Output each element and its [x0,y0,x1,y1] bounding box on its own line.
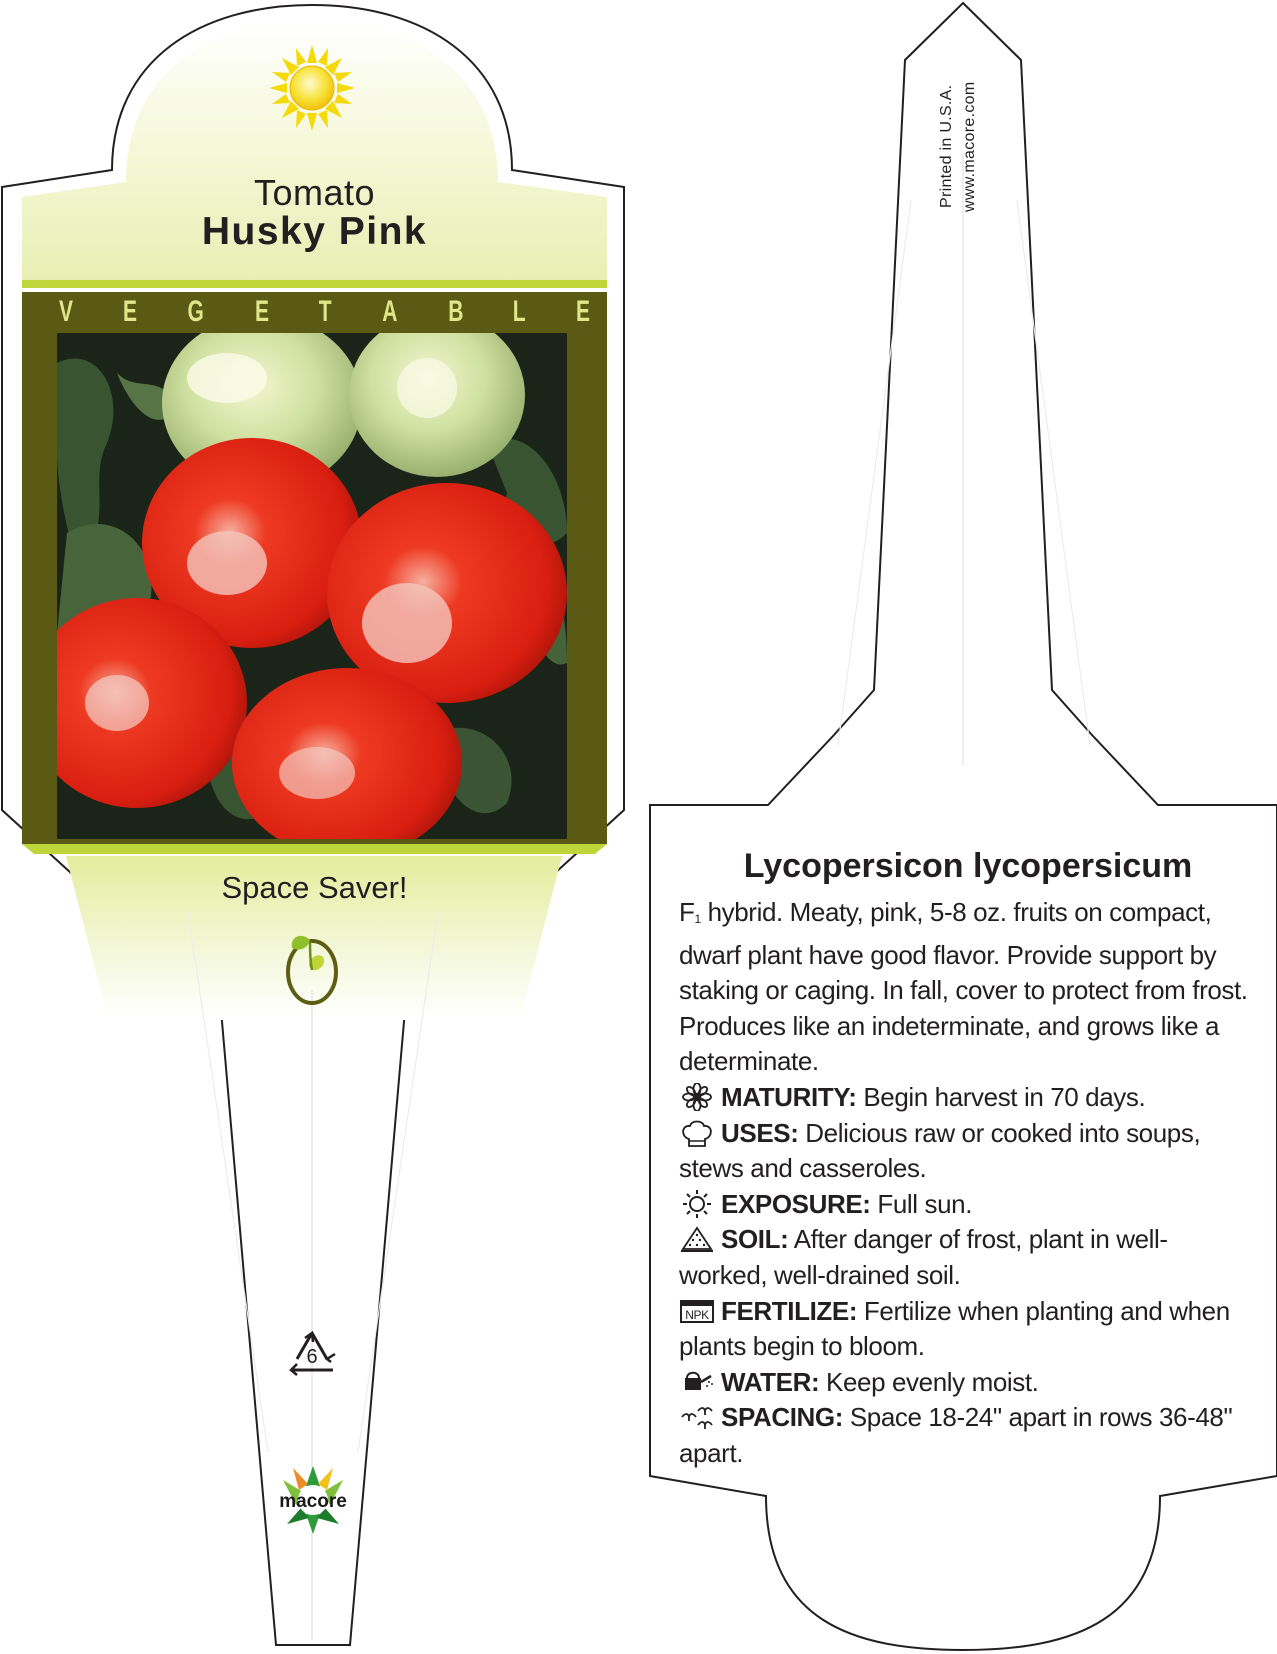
category-letter: G [187,295,205,328]
category-letter: A [381,295,398,328]
fertilize-row: NPK FERTILIZE: Fertilize when planting and when plants begin to bloom. [679,1295,1230,1362]
recycle-icon [285,1330,339,1378]
sun-icon [268,44,356,132]
category-letter: V [59,295,74,328]
soil-row: SOIL: After danger of frost, plant in well-worked, well-drained soil. [679,1224,1168,1290]
uses-row: USES: Delicious raw or cooked into soups, stews and casseroles. [679,1117,1201,1184]
brand-name: macore [279,1491,347,1512]
water-row: WATER: Keep evenly moist. [679,1365,1254,1401]
soil-icon [679,1225,715,1253]
category-label [22,295,607,331]
macore-logo [271,1466,355,1536]
description: F1 hybrid. Meaty, pink, 5-8 oz. fruits on compact, dwarf plant have good flavor. Provide support by staking or caging. In fall, cover to protect from frost. Produces like an indeterminate, and grows like a determinate. [679,897,1248,1077]
exposure-row: EXPOSURE: Full sun. [679,1187,1254,1223]
botanical-name: Lycopersicon lycopersicum [743,847,1193,885]
chef-hat-icon [679,1119,715,1147]
sprout-icon [280,930,344,1010]
website-text: www.macore.com [961,81,978,212]
flower-icon [679,1083,715,1111]
npk-icon [679,1297,715,1325]
category-letter: E [254,295,269,328]
recycle-number: 6 [306,1346,318,1368]
plant-variety-name: Husky Pink [201,210,428,253]
printed-in-text: Printed in U.S.A. [938,84,955,208]
maturity-row: MATURITY: Begin harvest in 70 days. [679,1080,1254,1116]
slogan: Space Saver! [221,870,408,905]
svg-text:NPK: NPK [685,1307,709,1322]
category-letter: T [318,295,332,328]
category-letter: L [513,295,526,328]
category-letter: E [575,295,590,328]
watering-can-icon [679,1368,715,1396]
seedling-icon [679,1403,715,1431]
tomato-photo [57,333,567,839]
sun-outline-icon [679,1190,715,1218]
spacing-row: SPACING: Space 18-24" apart in rows 36-48" apart. [679,1402,1233,1468]
plant-common-name: Tomato [253,172,376,213]
category-letter: E [123,295,138,328]
care-instructions [679,895,1254,1472]
category-letter: B [447,295,463,328]
